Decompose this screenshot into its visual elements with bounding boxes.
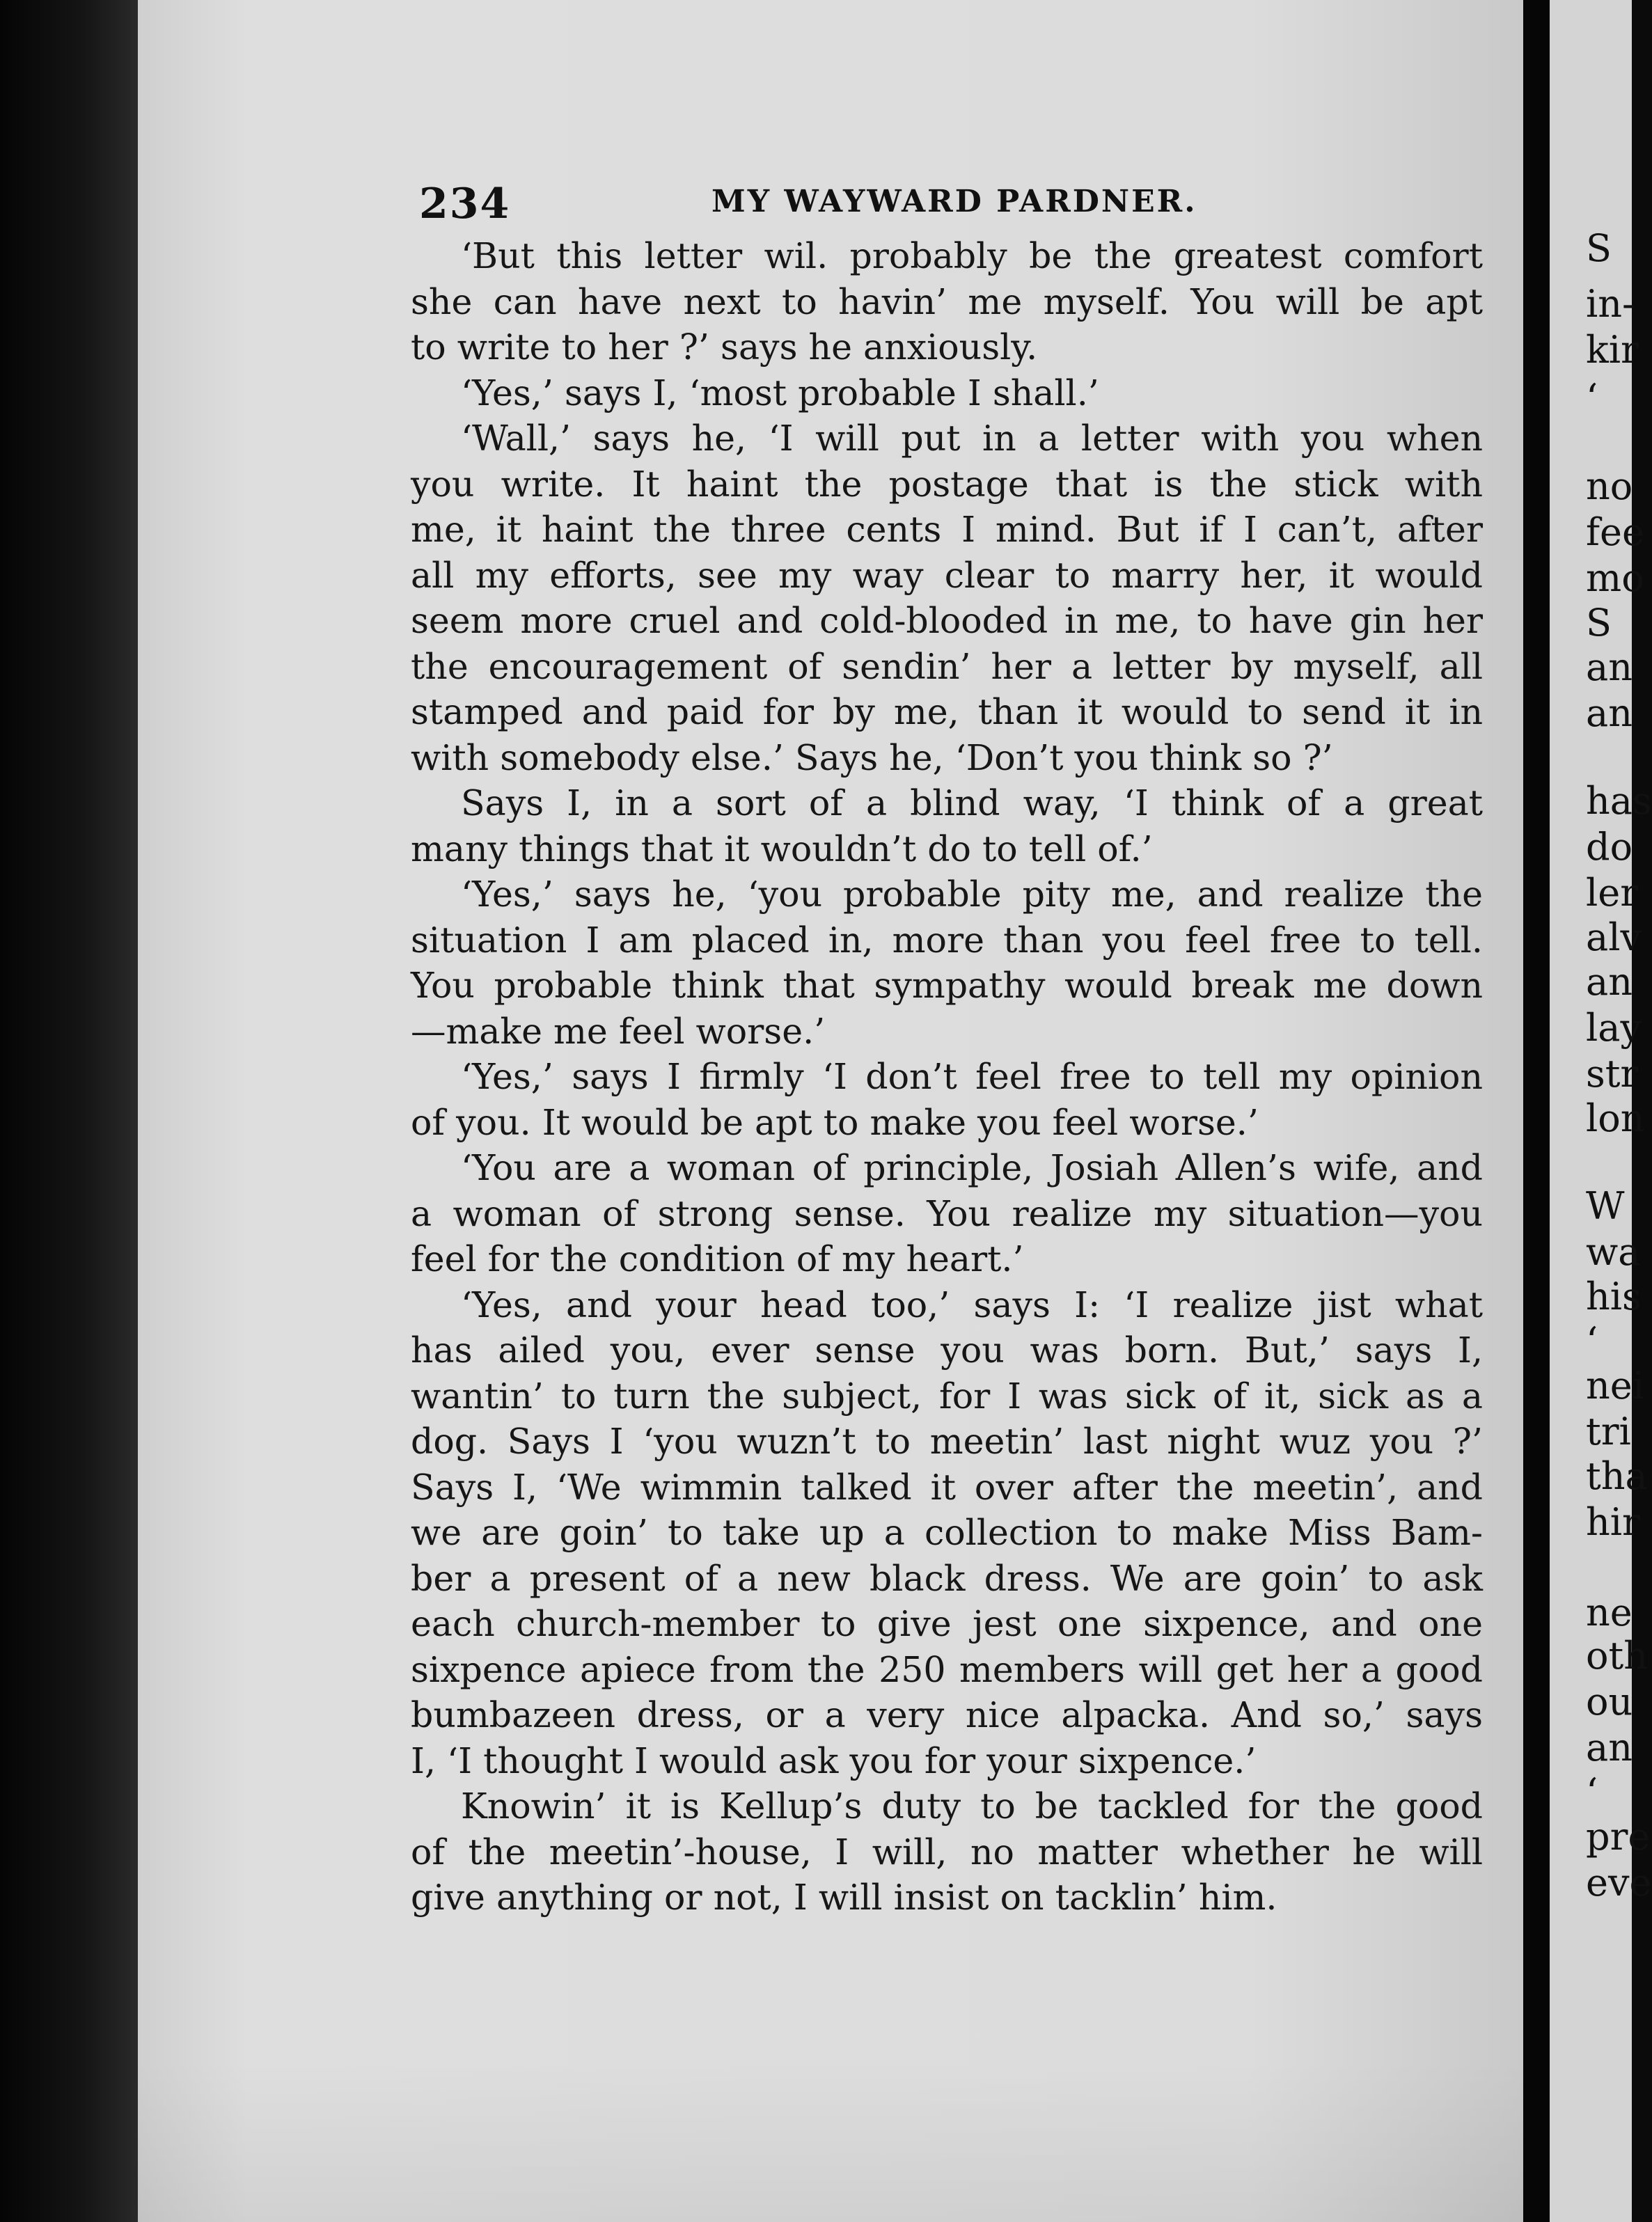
text-line: Knowin’ it is Kellup’s duty to be tackled for the good bbox=[461, 1786, 1483, 1827]
page-number: 234 bbox=[419, 180, 511, 228]
facing-page-text: ler bbox=[1586, 871, 1639, 915]
text-line: ber a present of a new black dress. We are goin’ to ask bbox=[411, 1557, 1483, 1599]
body-text bbox=[411, 233, 1483, 1921]
text-line: You probable think that sympathy would break me down bbox=[411, 965, 1483, 1006]
page-bottom-shade bbox=[138, 2061, 1523, 2222]
text-line: has ailed you, ever sense you was born. But,’ says I, bbox=[411, 1330, 1483, 1371]
text-line: a woman of strong sense. You realize my situation—you bbox=[411, 1192, 1483, 1234]
facing-page-text: kir bbox=[1586, 328, 1639, 372]
facing-page-text: do bbox=[1586, 825, 1633, 869]
facing-page-text: ‘ bbox=[1586, 1770, 1598, 1814]
text-line: feel for the condition of my heart.’ bbox=[411, 1238, 1024, 1279]
text-line: situation I am placed in, more than you feel free to tell. bbox=[411, 919, 1483, 961]
text-line: she can have next to havin’ me myself. You will be apt bbox=[411, 281, 1483, 322]
facing-page-text: wa bbox=[1586, 1230, 1641, 1274]
text-line: with somebody else.’ Says he, ‘Don’t you think so ?’ bbox=[411, 736, 1333, 778]
facing-page-text: str bbox=[1586, 1052, 1639, 1096]
text-line: of you. It would be apt to make you feel worse.’ bbox=[411, 1101, 1259, 1143]
facing-page-text: fee bbox=[1586, 510, 1644, 554]
text-line: I, ‘I thought I would ask you for your sixpence.’ bbox=[411, 1740, 1257, 1781]
text-line: Says I, in a sort of a blind way, ‘I think of a great bbox=[461, 782, 1483, 824]
text-line: we are goin’ to take up a collection to make Miss Bam- bbox=[411, 1512, 1483, 1553]
facing-page-text: ou bbox=[1586, 1680, 1633, 1724]
text-line: each church-member to give jest one sixpence, and one bbox=[411, 1603, 1483, 1644]
facing-page-text: pre bbox=[1586, 1815, 1651, 1859]
text-line: ‘Yes,’ says he, ‘you probable pity me, and realize the bbox=[461, 874, 1483, 915]
facing-page-text: an bbox=[1586, 645, 1633, 689]
binding-shadow bbox=[0, 0, 139, 2222]
text-line: the encouragement of sendin’ her a letter by myself, all bbox=[411, 645, 1483, 687]
facing-page-text: hir bbox=[1586, 1500, 1640, 1544]
facing-page-text: his bbox=[1586, 1275, 1642, 1318]
facing-page-text: no bbox=[1586, 464, 1633, 508]
text-line: ‘You are a woman of principle, Josiah Allen’s wife, and bbox=[461, 1147, 1483, 1188]
text-line: me, it haint the three cents I mind. But if I can’t, after bbox=[411, 509, 1483, 550]
text-line: seem more cruel and cold-blooded in me, to have gin her bbox=[411, 600, 1483, 641]
text-line: bumbazeen dress, or a very nice alpacka. And so,’ says bbox=[411, 1694, 1483, 1735]
facing-page-text: ne bbox=[1586, 1591, 1633, 1634]
facing-page-text: tri bbox=[1586, 1410, 1631, 1453]
facing-page-text: W bbox=[1586, 1184, 1625, 1228]
text-line: Says I, ‘We wimmin talked it over after the meetin’, and bbox=[411, 1466, 1483, 1508]
facing-page-text: nei bbox=[1586, 1364, 1645, 1408]
text-line: ‘Yes, and your head too,’ says I: ‘I realize jist what bbox=[461, 1284, 1483, 1325]
text-line: all my efforts, see my way clear to marry her, it would bbox=[411, 554, 1483, 596]
text-line: ‘But this letter wil. probably be the greatest comfort bbox=[461, 235, 1483, 276]
text-line: dog. Says I ‘you wuzn’t to meetin’ last night wuz you ?’ bbox=[411, 1421, 1483, 1462]
facing-page-text: an bbox=[1586, 691, 1633, 735]
facing-page-text: an bbox=[1586, 960, 1633, 1004]
page-gutter bbox=[1523, 0, 1550, 2222]
text-line: —make me feel worse.’ bbox=[411, 1010, 826, 1052]
facing-page-text: tha bbox=[1586, 1454, 1648, 1498]
facing-page-text: S bbox=[1586, 226, 1612, 270]
running-head bbox=[419, 180, 1491, 235]
facing-page-text: lon bbox=[1586, 1096, 1645, 1140]
text-line: many things that it wouldn’t do to tell of.’ bbox=[411, 828, 1153, 869]
facing-page-text: eve bbox=[1586, 1861, 1652, 1905]
text-line: give anything or not, I will insist on tacklin’ him. bbox=[411, 1877, 1277, 1918]
text-line: ‘Wall,’ says he, ‘I will put in a letter with you when bbox=[461, 418, 1483, 459]
facing-page-text: oth bbox=[1586, 1634, 1648, 1678]
facing-page-text: has bbox=[1586, 779, 1652, 823]
text-line: sixpence apiece from the 250 members will get her a good bbox=[411, 1648, 1483, 1690]
facing-page-text: ‘ bbox=[1586, 1319, 1598, 1363]
running-title: MY WAYWARD PARDNER. bbox=[711, 184, 1197, 219]
text-line: ‘Yes,’ says I firmly ‘I don’t feel free to tell my opinion bbox=[461, 1056, 1483, 1097]
facing-page-text: an bbox=[1586, 1726, 1633, 1770]
facing-page-text: in- bbox=[1586, 282, 1635, 326]
text-line: to write to her ?’ says he anxiously. bbox=[411, 326, 1038, 368]
facing-page-text: S bbox=[1586, 601, 1612, 645]
facing-page-fragment bbox=[1550, 0, 1652, 2222]
facing-page-text: alv bbox=[1586, 915, 1642, 959]
text-line: wantin’ to turn the subject, for I was sick of it, sick as a bbox=[411, 1375, 1483, 1417]
facing-page-text: mo bbox=[1586, 556, 1644, 600]
text-line: you write. It haint the postage that is the stick with bbox=[411, 463, 1483, 505]
text-line: stamped and paid for by me, than it would to send it in bbox=[411, 691, 1483, 732]
facing-page-text: ‘ bbox=[1586, 376, 1598, 420]
text-line: of the meetin’-house, I will, no matter whether he will bbox=[411, 1831, 1483, 1873]
text-line: ‘Yes,’ says I, ‘most probable I shall.’ bbox=[461, 372, 1099, 413]
facing-page-text: lay bbox=[1586, 1006, 1642, 1050]
